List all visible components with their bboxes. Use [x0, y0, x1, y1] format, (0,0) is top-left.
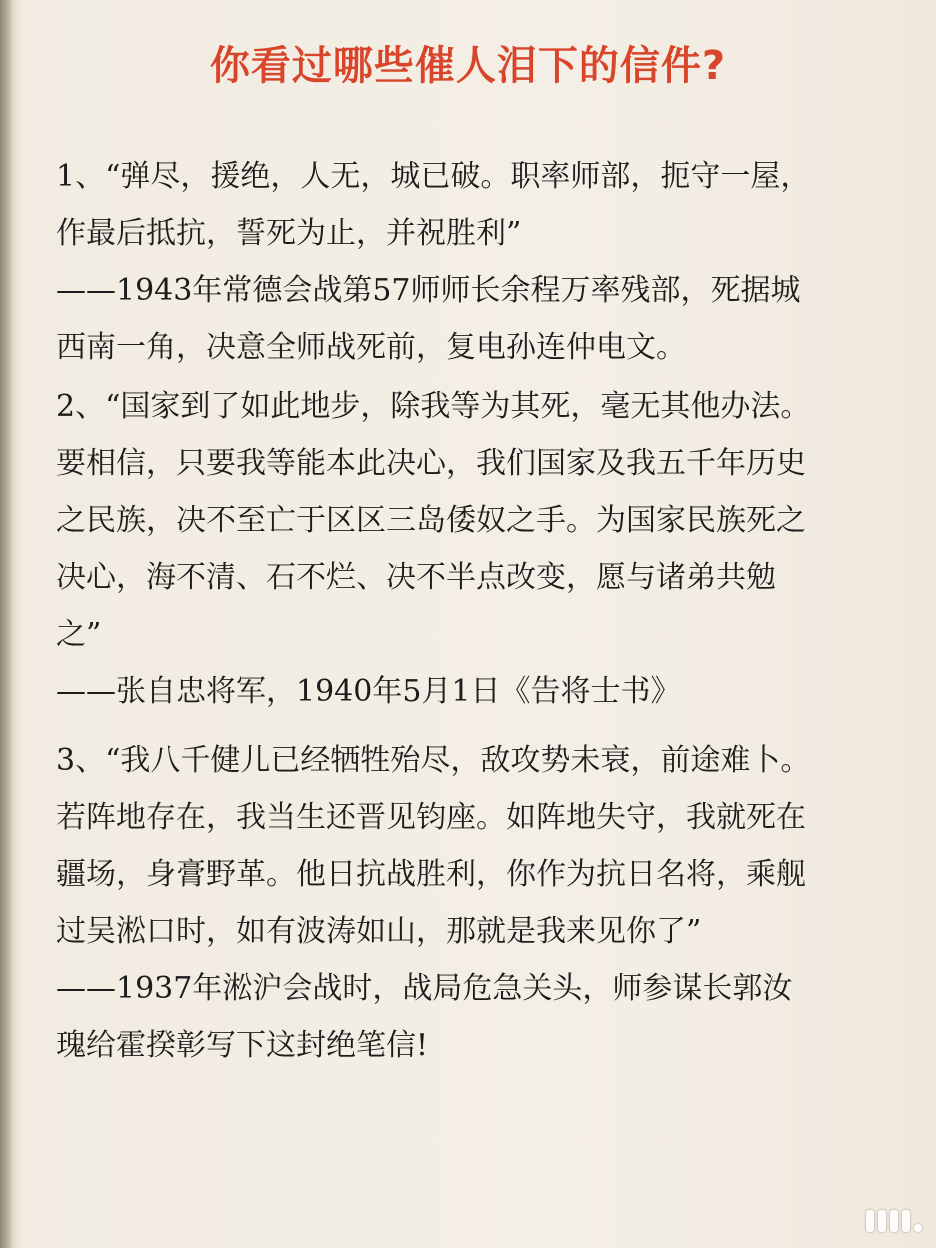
letter-2-quote: 2、“国家到了如此地步，除我等为其死，毫无其他办法。要相信，只要我等能本此决心，我们国家及我五千年历史之民族，决不至亡于区区三岛倭奴之手。为国家民族死之决心，海不清、石不烂、决不半点改变，愿与诸弟共勉之” [56, 389, 811, 652]
letter-3-source: ——1937年淞沪会战时，战局危急关头，师参谋长郭汝瑰给霍揆彰写下这封绝笔信! [56, 971, 793, 1063]
letter-3-quote: 3、“我八千健儿已经牺牲殆尽，敌攻势未衰，前途难卜。若阵地存在，我当生还晋见钧座。如阵地失守，我就死在疆场，身膏野革。他日抗战胜利，你作为抗日名将，乘舰过吴淞口时，如有波涛如山，那就是我来见你了” [56, 743, 811, 949]
letter-item-1 [56, 148, 816, 262]
book-spine-shadow [0, 0, 14, 1248]
letters-list [56, 148, 816, 1074]
watermark-logo [866, 1210, 922, 1232]
letter-2-source: ——张自忠将军，1940年5月1日《告将士书》 [56, 674, 681, 709]
letter-item-3 [56, 732, 816, 960]
letter-1-quote: 1、“弹尽，援绝，人无，城已破。职率师部，扼守一屋，作最后抵抗，誓死为止，并祝胜利” [56, 159, 811, 251]
letter-1-source: ——1943年常德会战第57师师长余程万率残部，死据城西南一角，决意全师战死前，复电孙连仲电文。 [56, 273, 801, 365]
page-title: 你看过哪些催人泪下的信件? [209, 43, 727, 89]
letter-item-2 [56, 378, 816, 663]
